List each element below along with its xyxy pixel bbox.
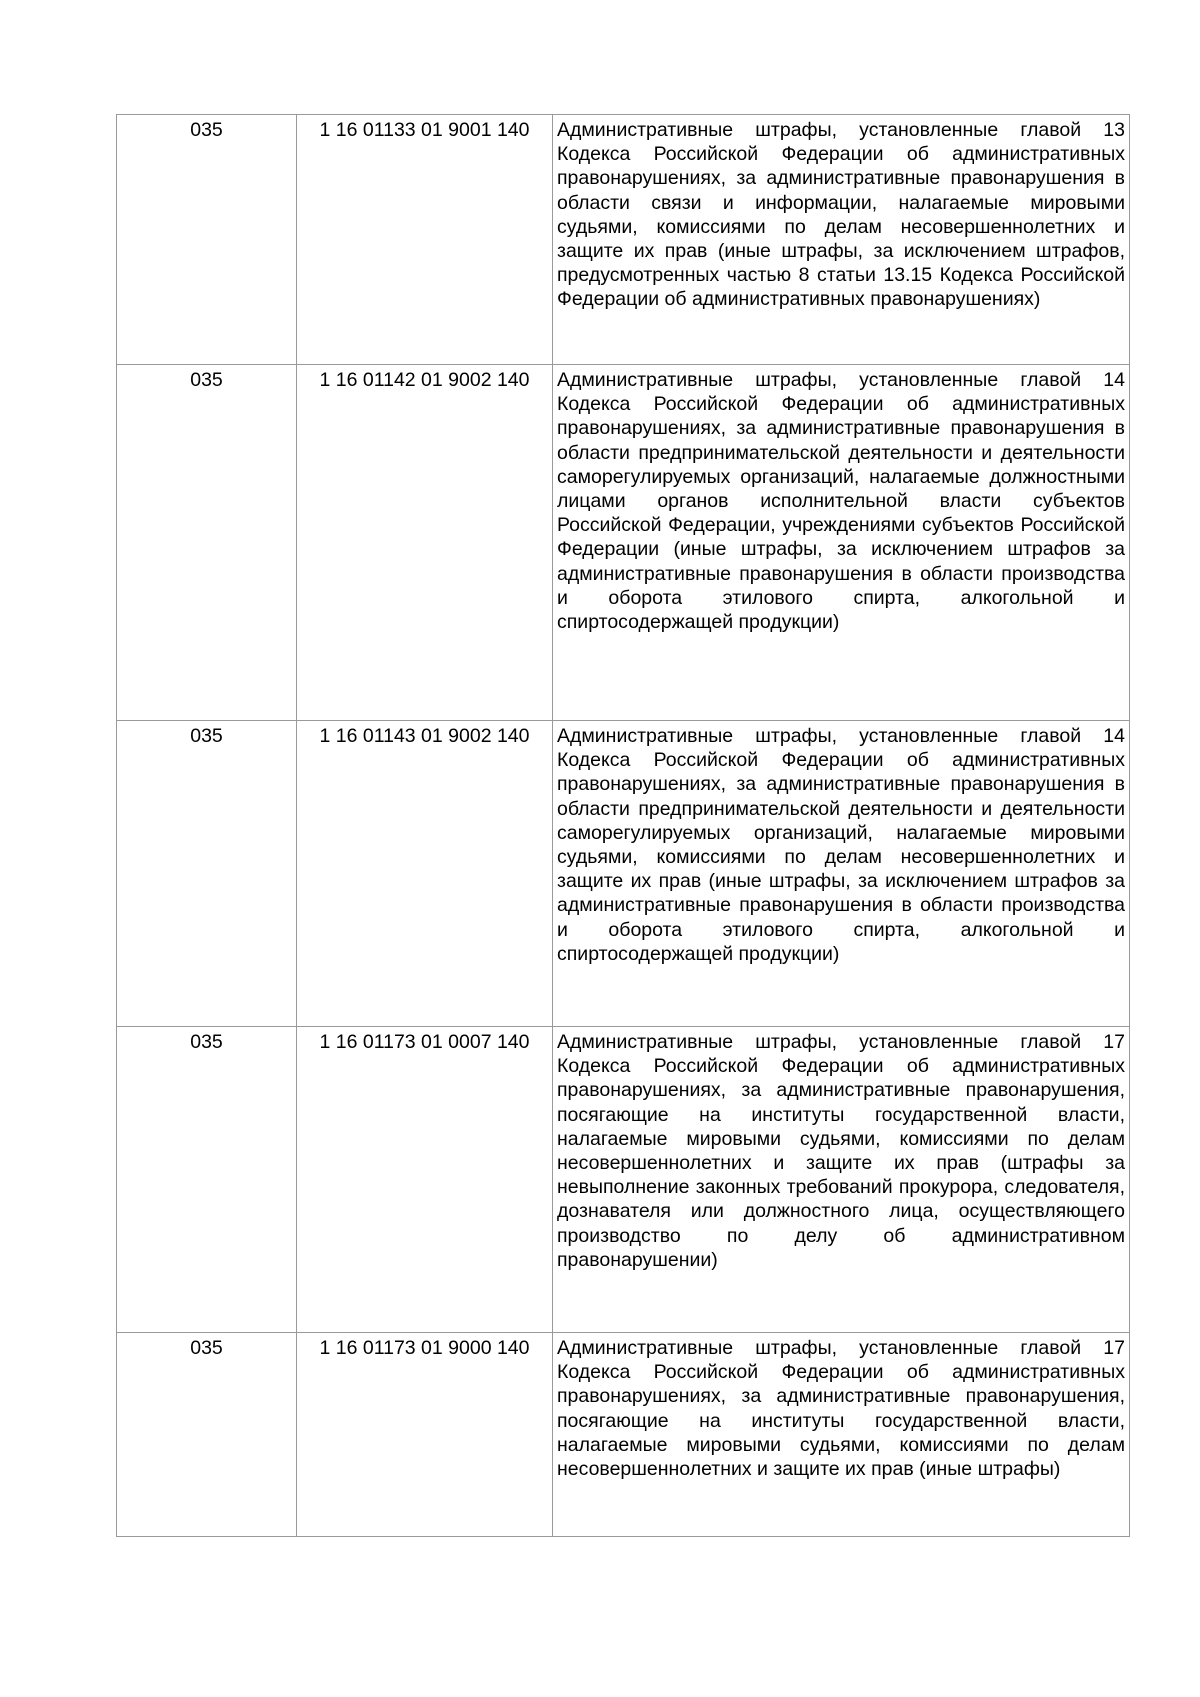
budget-code: 1 16 01173 01 0007 140 (319, 1031, 530, 1053)
admin-code-cell (117, 1027, 297, 1333)
table-row (117, 365, 1130, 721)
budget-code: 1 16 01142 01 9002 140 (319, 369, 530, 391)
description-text: Административные штрафы, установленные главой 17 Кодекса Российской Федерации об административных правонарушениях, за административные правонарушения, посягающие на институты государственной власти, налагаемые мировыми судьями, комиссиями по делам несовершеннолетних и защите их прав (иные штрафы) (557, 1337, 1125, 1481)
budget-code-cell (297, 115, 553, 365)
budget-code-cell (297, 365, 553, 721)
budget-code-cell (297, 1027, 553, 1333)
budget-code: 1 16 01133 01 9001 140 (319, 119, 530, 141)
description-text: Административные штрафы, установленные главой 13 Кодекса Российской Федерации об административных правонарушениях, за административные правонарушения в области связи и информации, налагаемые мировыми судьями, комиссиями по делам несовершеннолетних и защите их прав (иные штрафы, за исключением штрафов, предусмотренных частью 8 статьи 13.15 Кодекса Российской Федерации об административных правонарушениях) (557, 119, 1125, 311)
admin-code-cell (117, 1333, 297, 1537)
admin-code-cell (117, 721, 297, 1027)
description-text: Административные штрафы, установленные главой 17 Кодекса Российской Федерации об административных правонарушениях, за административные правонарушения, посягающие на институты государственной власти, налагаемые мировыми судьями, комиссиями по делам несовершеннолетних и защите их прав (штрафы за невыполнение законных требований прокурора, следователя, дознавателя или должностного лица, осуществляющего производство по делу об административном правонарушении) (557, 1031, 1125, 1271)
description-cell (553, 115, 1130, 365)
admin-code-cell (117, 115, 297, 365)
budget-code: 1 16 01143 01 9002 140 (319, 725, 530, 747)
table-row (117, 115, 1130, 365)
admin-code: 035 (190, 119, 223, 141)
admin-code-cell (117, 365, 297, 721)
budget-code-cell (297, 1333, 553, 1537)
admin-code: 035 (190, 369, 223, 391)
description-cell (553, 1333, 1130, 1537)
budget-codes-table (116, 114, 1130, 1537)
admin-code: 035 (190, 1337, 223, 1359)
description-cell (553, 721, 1130, 1027)
budget-code-cell (297, 721, 553, 1027)
description-cell (553, 1027, 1130, 1333)
table-row (117, 1333, 1130, 1537)
description-text: Административные штрафы, установленные главой 14 Кодекса Российской Федерации об административных правонарушениях, за административные правонарушения в области предпринимательской деятельности и деятельности саморегулируемых организаций, налагаемые должностными лицами органов исполнительной власти субъектов Российской Федерации, учреждениями субъектов Российской Федерации (иные штрафы, за исключением штрафов за административные правонарушения в области производства и оборота этилового спирта, алкогольной и спиртосодержащей продукции) (557, 369, 1125, 634)
table-row (117, 721, 1130, 1027)
admin-code: 035 (190, 1031, 223, 1053)
description-text: Административные штрафы, установленные главой 14 Кодекса Российской Федерации об административных правонарушениях, за административные правонарушения в области предпринимательской деятельности и деятельности саморегулируемых организаций, налагаемые мировыми судьями, комиссиями по делам несовершеннолетних и защите их прав (иные штрафы, за исключением штрафов за административные правонарушения в области производства и оборота этилового спирта, алкогольной и спиртосодержащей продукции) (557, 725, 1125, 965)
description-cell (553, 365, 1130, 721)
budget-code: 1 16 01173 01 9000 140 (319, 1337, 530, 1359)
table-row (117, 1027, 1130, 1333)
admin-code: 035 (190, 725, 223, 747)
